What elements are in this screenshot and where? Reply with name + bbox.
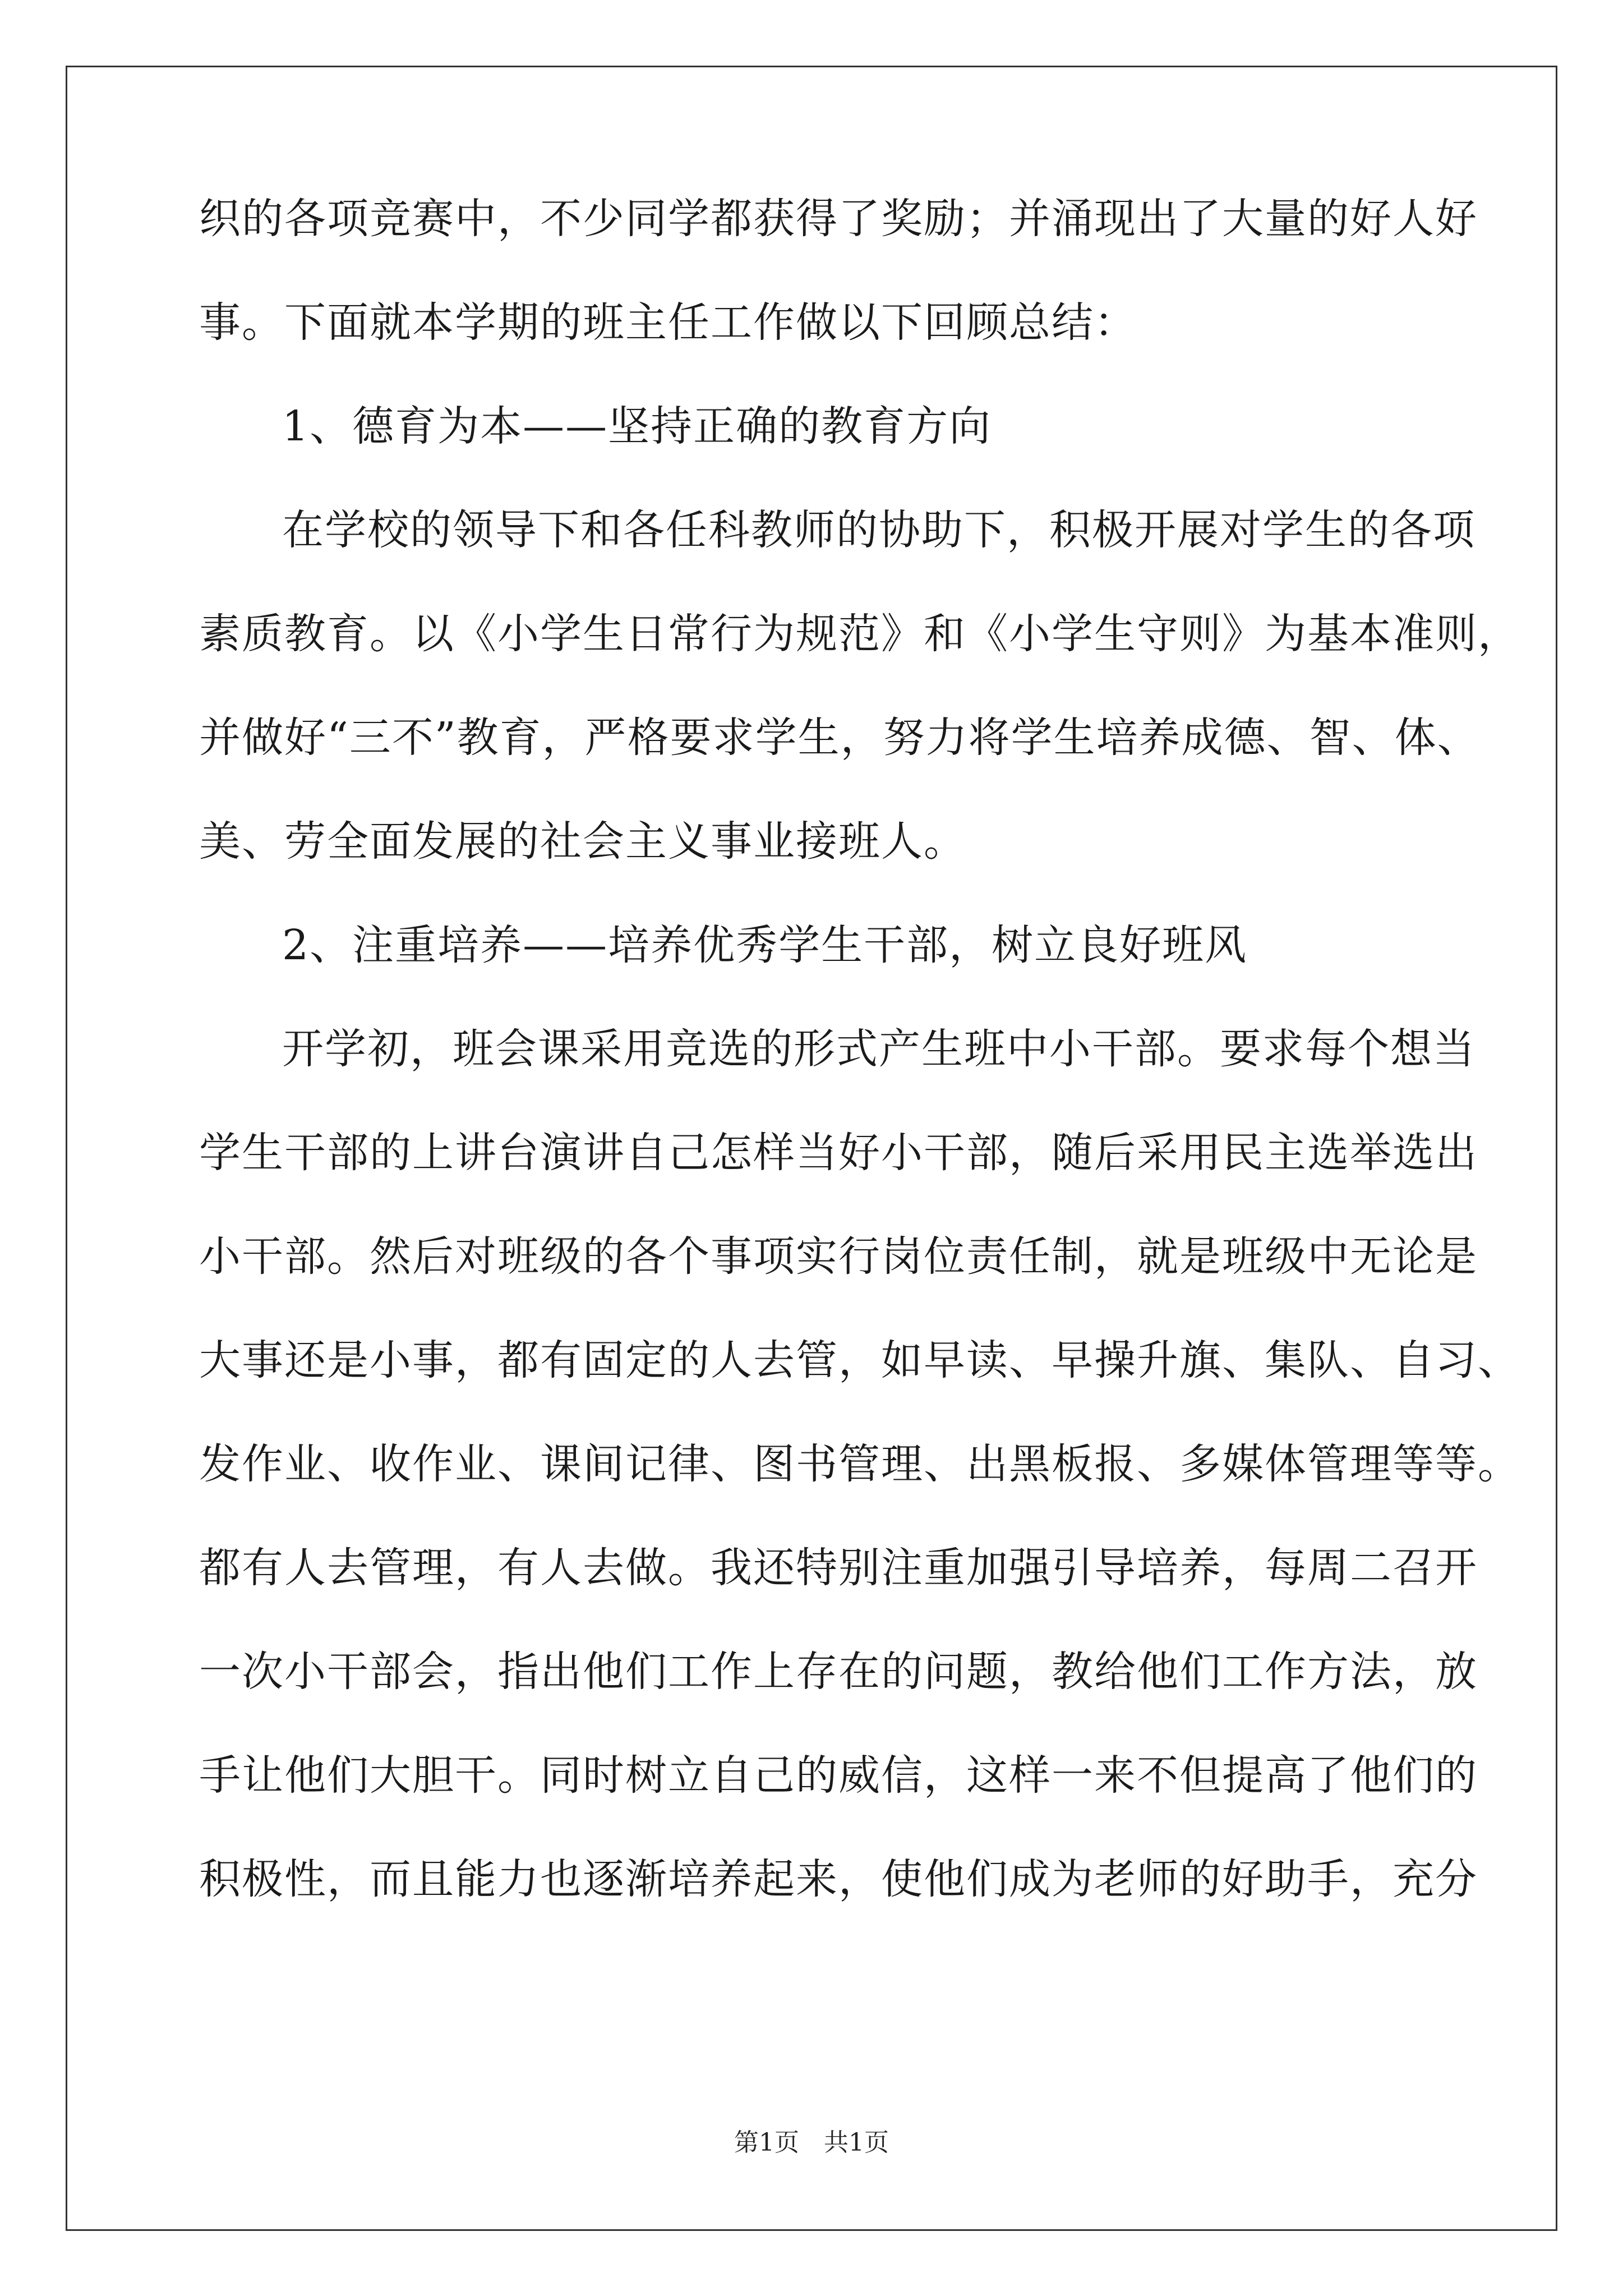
text-line: 素质教育。以《小学生日常行为规范》和《小学生守则》为基本准则， [199, 610, 1520, 658]
text-line: 一次小干部会，指出他们工作上存在的问题，教给他们工作方法，放 [199, 1648, 1478, 1696]
text-line: 发作业、收作业、课间记律、图书管理、出黑板报、多媒体管理等等。 [199, 1440, 1520, 1488]
text-line: 织的各项竞赛中，不少同学都获得了奖励；并涌现出了大量的好人好 [199, 195, 1478, 243]
text-line: 手让他们大胆干。同时树立自己的威信，这样一来不但提高了他们的 [199, 1751, 1478, 1800]
text-line: 在学校的领导下和各任科教师的协助下，积极开展对学生的各项 [282, 506, 1476, 554]
page-number-footer: 第1页 共1页 [734, 2128, 889, 2157]
section-heading: 2、注重培养——培养优秀学生干部，树立良好班风 [282, 921, 1248, 969]
text-line: 并做好“三不”教育，严格要求学生，努力将学生培养成德、智、体、 [199, 714, 1480, 762]
text-line: 美、劳全面发展的社会主义事业接班人。 [199, 817, 966, 866]
section-heading: 1、德育为本——坚持正确的教育方向 [282, 402, 992, 450]
text-line: 事。下面就本学期的班主任工作做以下回顾总结： [199, 298, 1137, 347]
text-line: 都有人去管理，有人去做。我还特别注重加强引导培养，每周二召开 [199, 1544, 1478, 1592]
text-line: 学生干部的上讲台演讲自己怎样当好小干部，随后采用民主选举选出 [199, 1129, 1478, 1177]
text-line: 大事还是小事，都有固定的人去管，如早读、早操升旗、集队、自习、 [199, 1336, 1520, 1384]
text-line: 积极性，而且能力也逐渐培养起来，使他们成为老师的好助手，充分 [199, 1855, 1478, 1903]
text-line: 开学初，班会课采用竞选的形式产生班中小干部。要求每个想当 [282, 1025, 1476, 1073]
text-line: 小干部。然后对班级的各个事项实行岗位责任制，就是班级中无论是 [199, 1232, 1478, 1281]
